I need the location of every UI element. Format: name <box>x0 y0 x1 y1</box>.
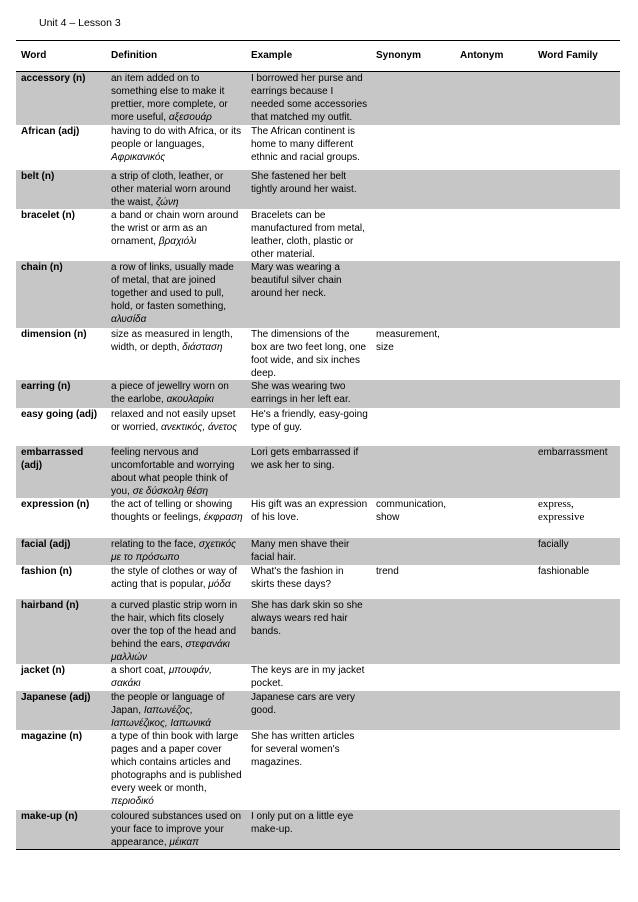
greek-translation: ζώνη <box>156 196 179 208</box>
cell-word: Japanese (adj) <box>16 691 106 730</box>
cell-word-family <box>533 209 620 261</box>
cell-synonym <box>371 664 455 691</box>
definition-text: size as measured in length, width, or depth, <box>111 328 233 353</box>
greek-translation: στεφανάκι μαλλιών <box>111 638 230 663</box>
column-header-definition: Definition <box>106 41 246 72</box>
cell-antonym <box>455 730 533 810</box>
cell-definition <box>106 170 246 209</box>
cell-antonym <box>455 125 533 170</box>
cell-word-family <box>533 599 620 664</box>
cell-antonym <box>455 446 533 498</box>
cell-example: Japanese cars are very good. <box>246 691 371 730</box>
definition-text: a type of thin book with large pages and a paper cover which contains articles and photographs and is published every week or month, <box>111 730 242 794</box>
cell-synonym <box>371 538 455 565</box>
table-header-row <box>16 41 620 72</box>
cell-definition <box>106 691 246 730</box>
cell-word: accessory (n) <box>16 72 106 125</box>
cell-example: I borrowed her purse and earrings because I needed some accessories that matched my outfit. <box>246 72 371 125</box>
cell-antonym <box>455 810 533 850</box>
cell-example: He's a friendly, easy-going type of guy. <box>251 408 368 433</box>
greek-translation: σε δύσκολη θέση <box>132 485 209 497</box>
cell-antonym <box>455 261 533 328</box>
cell-word-family <box>533 170 620 209</box>
cell-word-family: express, expressive <box>538 497 585 523</box>
cell-antonym <box>455 209 533 261</box>
cell-word: chain (n) <box>16 261 106 328</box>
definition-text: a short coat, <box>111 664 167 676</box>
cell-definition <box>106 380 246 408</box>
cell-word: embarrassed (adj) <box>16 446 106 498</box>
cell-synonym <box>371 209 455 261</box>
cell-definition <box>106 599 246 664</box>
cell-definition <box>106 446 246 498</box>
cell-word-family: fashionable <box>538 565 590 577</box>
cell-definition <box>106 261 246 328</box>
table-row <box>16 538 620 565</box>
cell-synonym <box>371 408 455 446</box>
cell-definition <box>106 498 246 538</box>
cell-antonym <box>455 664 533 691</box>
cell-synonym <box>371 125 455 170</box>
greek-translation: αξεσουάρ <box>168 112 212 123</box>
cell-antonym <box>455 408 533 446</box>
greek-translation: έκφραση <box>203 511 243 523</box>
cell-definition <box>106 125 246 170</box>
table-row <box>16 72 620 125</box>
table-row <box>16 664 620 691</box>
cell-word: make-up (n) <box>16 810 106 850</box>
greek-translation: μόδα <box>208 578 231 590</box>
definition-text: the act of telling or showing thoughts or feelings, <box>111 498 233 523</box>
cell-antonym <box>455 72 533 125</box>
table-row <box>16 730 620 810</box>
cell-definition <box>106 730 246 810</box>
table-row <box>16 498 620 538</box>
cell-synonym <box>371 261 455 328</box>
definition-text: an item added on to something else to make it prettier, more complete, or more useful, <box>111 73 228 123</box>
cell-definition <box>106 72 246 125</box>
greek-translation: Αφρικανικός <box>111 151 166 163</box>
table-row <box>16 261 620 328</box>
cell-word: bracelet (n) <box>21 209 75 221</box>
cell-example: Lori gets embarrassed if we ask her to sing. <box>246 446 371 498</box>
definition-text: having to do with Africa, or its people or languages, <box>111 125 242 150</box>
cell-word-family <box>533 72 620 125</box>
cell-synonym <box>371 72 455 125</box>
cell-example: She has written articles for several women's magazines. <box>251 730 355 768</box>
cell-definition <box>106 209 246 261</box>
table-row <box>16 691 620 730</box>
cell-word: easy going (adj) <box>21 408 98 420</box>
table-row <box>16 328 620 380</box>
cell-word: facial (adj) <box>16 538 106 565</box>
table-row <box>16 446 620 498</box>
cell-word: belt (n) <box>16 170 106 209</box>
cell-word: dimension (n) <box>21 328 87 340</box>
definition-text: a band or chain worn around the wrist or arm as an ornament, <box>111 209 239 247</box>
vocabulary-table <box>16 40 620 850</box>
cell-definition <box>106 664 246 691</box>
cell-synonym: measurement, size <box>376 328 440 353</box>
greek-translation: μπουφάν, σακάκι <box>111 664 212 689</box>
cell-synonym: trend <box>376 565 399 577</box>
cell-word-family <box>533 730 620 810</box>
cell-definition <box>106 408 246 446</box>
table-row <box>16 599 620 664</box>
cell-synonym <box>371 446 455 498</box>
definition-text: relaxed and not easily upset or worried, <box>111 408 236 433</box>
cell-word-family <box>533 380 620 408</box>
cell-synonym <box>371 599 455 664</box>
column-header-example: Example <box>246 41 371 72</box>
cell-antonym <box>455 328 533 380</box>
cell-synonym <box>371 730 455 810</box>
cell-word: magazine (n) <box>21 730 83 742</box>
cell-example: Many men shave their facial hair. <box>246 538 371 565</box>
cell-word: expression (n) <box>21 498 90 510</box>
column-header-synonym: Synonym <box>371 41 455 72</box>
cell-example: The dimensions of the box are two feet long, one foot wide, and six inches deep. <box>251 328 367 379</box>
cell-synonym <box>371 170 455 209</box>
table-row <box>16 170 620 209</box>
greek-translation: Ιαπωνέζος, Ιαπωνέζικος, Ιαπωνικά <box>111 704 212 729</box>
cell-synonym <box>371 380 455 408</box>
lesson-header: Unit 4 – Lesson 3 <box>39 17 121 29</box>
cell-synonym <box>371 810 455 850</box>
cell-antonym <box>455 599 533 664</box>
cell-antonym <box>455 170 533 209</box>
cell-word: fashion (n) <box>21 565 73 577</box>
cell-word-family <box>533 408 620 446</box>
greek-translation: βραχιόλι <box>158 235 197 247</box>
cell-example: What's the fashion in skirts these days? <box>251 565 344 590</box>
column-header-word: Word <box>16 41 106 72</box>
definition-text: coloured substances used on your face to improve your appearance, <box>111 810 242 848</box>
cell-word-family <box>533 328 620 380</box>
column-header-antonym: Antonym <box>455 41 533 72</box>
cell-antonym <box>455 538 533 565</box>
greek-translation: μέικαπ <box>169 836 199 848</box>
greek-translation: ανεκτικός, άνετος <box>161 421 238 433</box>
table-row <box>16 209 620 261</box>
column-header-word-family: Word Family <box>533 41 620 72</box>
cell-word: earring (n) <box>16 380 106 408</box>
cell-definition <box>106 538 246 565</box>
cell-definition <box>106 565 246 599</box>
cell-word-family <box>533 691 620 730</box>
cell-word-family <box>533 664 620 691</box>
greek-translation: περιοδικό <box>111 795 154 807</box>
definition-text: relating to the face, <box>111 538 197 550</box>
cell-word-family <box>533 810 620 850</box>
table-row <box>16 380 620 408</box>
cell-word-family: embarrassment <box>533 446 620 498</box>
cell-word: hairband (n) <box>16 599 106 664</box>
definition-text: the people or language of Japan, <box>111 691 225 716</box>
cell-example: The African continent is home to many different ethnic and racial groups. <box>251 125 360 163</box>
table-row <box>16 125 620 170</box>
table-row <box>16 408 620 446</box>
greek-translation: σχετικός με το πρόσωπο <box>111 538 236 563</box>
greek-translation: διάσταση <box>182 341 223 353</box>
cell-antonym <box>455 380 533 408</box>
cell-definition <box>106 810 246 850</box>
cell-example: She has dark skin so she always wears red hair bands. <box>246 599 371 664</box>
definition-text: a piece of jewellry worn on the earlobe, <box>111 380 229 405</box>
table-row <box>16 565 620 599</box>
definition-text: a row of links, usually made of metal, that are joined together and used to pull, hold, or fasten something, <box>111 261 234 312</box>
cell-word-family: facially <box>533 538 620 565</box>
cell-example: His gift was an expression of his love. <box>251 498 368 523</box>
greek-translation: ακουλαρίκι <box>166 393 214 405</box>
greek-translation: αλυσίδα <box>111 313 147 325</box>
cell-synonym <box>371 691 455 730</box>
table-row <box>16 810 620 850</box>
cell-word-family <box>533 125 620 170</box>
definition-text: a curved plastic strip worn in the hair, which fits closely over the top of the head and behind the ears, <box>111 599 238 650</box>
cell-antonym <box>455 565 533 599</box>
cell-example: The keys are in my jacket pocket. <box>251 664 365 689</box>
cell-word: African (adj) <box>21 125 80 137</box>
cell-antonym <box>455 691 533 730</box>
cell-example: Mary was wearing a beautiful silver chain around her neck. <box>246 261 371 328</box>
definition-text: the style of clothes or way of acting that is popular, <box>111 565 238 590</box>
cell-definition <box>106 328 246 380</box>
cell-word: jacket (n) <box>21 664 65 676</box>
definition-text: feeling nervous and uncomfortable and worrying about what people think of you, <box>111 446 235 497</box>
cell-example: I only put on a little eye make-up. <box>246 810 371 850</box>
cell-example: Bracelets can be manufactured from metal, leather, cloth, plastic or other material. <box>251 209 365 260</box>
cell-synonym: communication, show <box>376 498 447 523</box>
cell-example: She was wearing two earrings in her left ear. <box>246 380 371 408</box>
definition-text: a strip of cloth, leather, or other material worn around the waist, <box>111 170 231 208</box>
cell-example: She fastened her belt tightly around her waist. <box>246 170 371 209</box>
cell-word-family <box>533 261 620 328</box>
cell-antonym <box>455 498 533 538</box>
